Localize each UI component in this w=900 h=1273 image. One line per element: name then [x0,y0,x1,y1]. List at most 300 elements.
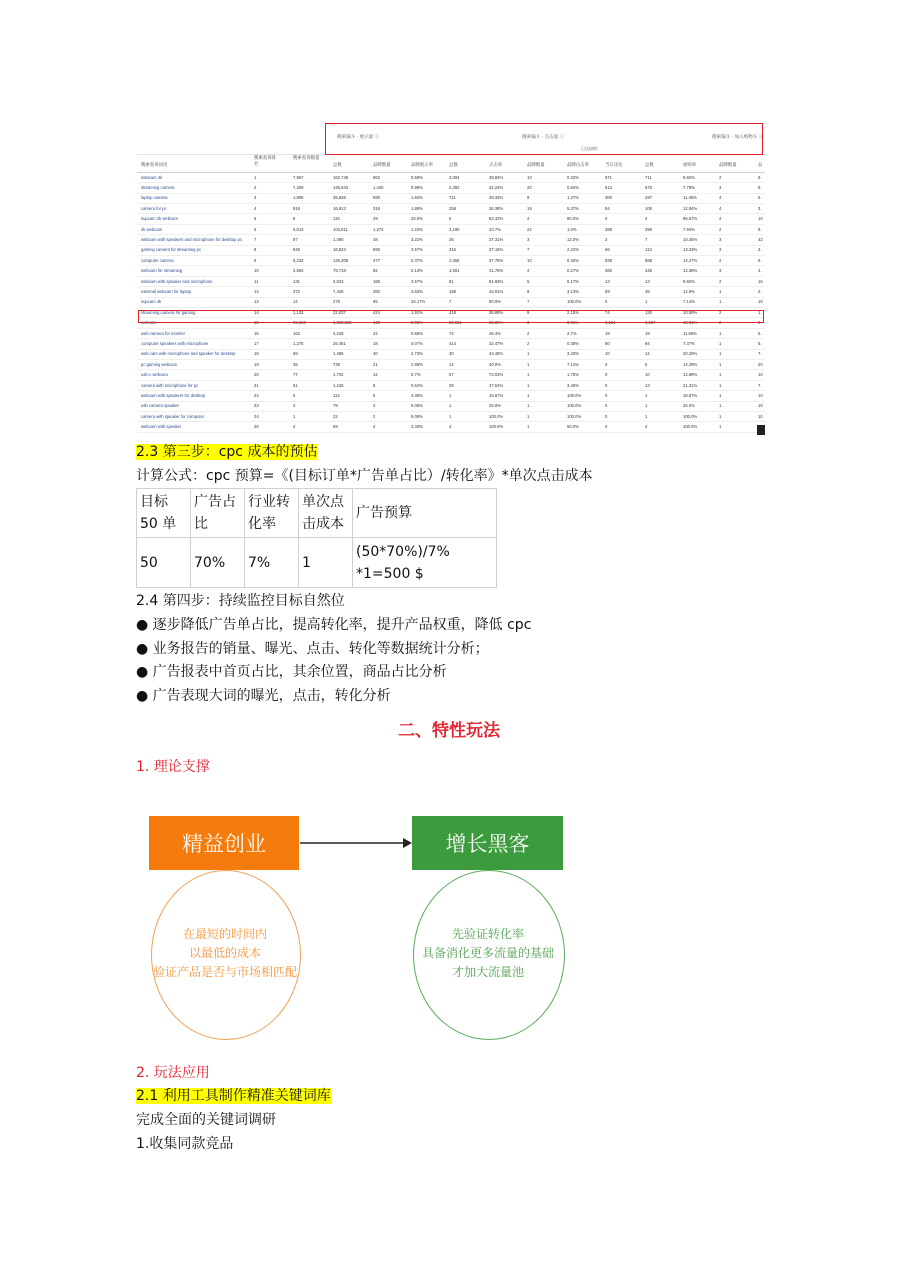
table-cell: 2 [719,309,722,315]
table-cell: 1.75% [567,372,579,378]
table-cell: 34.17% [411,299,426,305]
table-cell: 1 [527,372,530,378]
table-cell: 69 [605,288,610,294]
table-cell: 4 [254,205,257,211]
table-row[interactable] [137,173,765,183]
table-cell: 3,094 [449,174,460,180]
cpc-formula: 计算公式：cpc 预算=《(目标订单*广告单占比）/转化率》*单次点击成本 [136,468,593,484]
header-cart-total[interactable]: 总数 [645,162,654,167]
table-cell: 398 [645,226,652,232]
header-cart-brand[interactable]: 品牌数量 [719,162,737,167]
table-cell: 14 [645,351,650,357]
table-cell: 14 [254,309,259,315]
table-cell: 29 [449,382,454,388]
table-cell: 1,245 [333,382,344,388]
table-row[interactable] [137,235,765,245]
table-cell: 77 [293,372,298,378]
table-cell: 7.94% [683,226,695,232]
table-cell: 7.78% [683,184,695,190]
header-click-brand[interactable]: 品牌数量 [527,162,545,167]
table-cell: 2.22% [567,247,579,253]
table-cell[interactable]: camera with microphone for pc [141,382,199,388]
table-cell: 6 [254,226,257,232]
table-cell: 9.92% [683,278,695,284]
table-cell: 1,440 [373,184,384,190]
table-cell: 1 [719,403,722,409]
table-cell: 1 [719,351,722,357]
table-cell: 1 [719,382,722,388]
table-cell: 0.84% [567,184,579,190]
table-cell: 711 [645,174,652,180]
table-row[interactable] [137,267,765,277]
table-row[interactable] [137,256,765,266]
table-cell: 100.0% [683,413,698,419]
table-cell: 7,967 [293,174,304,180]
table-cell: 5 [449,216,452,222]
header-target-orders: 目标 50 单 [137,489,191,538]
table-row[interactable] [137,423,765,433]
table-cell: 4 [293,403,296,409]
table-cell: 13 [254,299,259,305]
table-cell: 19 [645,330,650,336]
table-cell: 3 [527,236,530,242]
table-cell: 1 [449,392,452,398]
table-cell: 575 [645,184,652,190]
table-cell: 37.79% [489,257,504,263]
table-cell: 3.45% [567,382,579,388]
table-cell: 1.0% [567,226,577,232]
table-row[interactable] [137,360,765,370]
table-row[interactable] [137,339,765,349]
table-cell[interactable]: 4k webcam [141,226,163,232]
table-cell: 1.92% [411,309,423,315]
table-cell: 11.66% [683,330,697,336]
budget-table [136,488,497,588]
table-cell: 2 [293,424,296,430]
table-cell: 14.29% [683,361,698,367]
table-cell: 6.17% [567,278,579,284]
table-row[interactable] [137,204,765,214]
table-cell: 2. [758,247,762,253]
table-cell: 36.89% [489,309,504,315]
table-cell: 22 [527,226,532,232]
table-cell: 3.13% [567,288,579,294]
table-cell[interactable]: webcam 4k [141,174,163,180]
scrollbar-thumb[interactable] [757,425,765,435]
table-cell: 580 [373,195,380,201]
table-cell: 1 [645,299,648,305]
keyword-research-line: 完成全面的关键词调研 [136,1112,276,1128]
table-cell: 2.85% [411,361,423,367]
table-cell: 1 [449,403,452,409]
table-cell: 19 [527,205,532,211]
table-cell: 37.31% [489,236,504,242]
table-cell: 0.42% [567,257,579,263]
table-cell: 4. [758,268,762,274]
header-impr-brand[interactable]: 品牌数量 [373,162,391,167]
table-cell: 131 [293,278,300,284]
table-cell: 2. [758,288,762,294]
table-cell: 7. [758,351,762,357]
table-cell: 22 [373,330,378,336]
arrow-right-icon [299,834,414,852]
table-cell: 1 [645,392,648,398]
table-header [137,154,765,173]
table-cell: 9.09% [411,413,423,419]
table-cell: 0 [605,382,608,388]
table-cell: 0.27% [567,268,579,274]
table-cell: 7,426 [333,288,344,294]
table-cell: 0 [605,216,608,222]
table-cell: 158 [449,288,456,294]
table-cell: 1 [719,340,722,346]
table-cell[interactable]: camera for pc [141,205,167,211]
table-cell: 0.37% [411,257,423,263]
table-cell: 12.38% [683,268,698,274]
table-cell: 2 [373,424,376,430]
table-cell: 7 [645,236,648,242]
table-cell: 0 [605,372,608,378]
table-cell: 0.99% [411,184,423,190]
table-cell: 297 [645,195,652,201]
header-query[interactable]: 搜索查询词语 [141,162,168,167]
header-cart-more[interactable]: 品 [758,162,763,167]
table-cell: 6,507 [645,320,656,326]
table-cell: 3 [719,268,722,274]
header-click-total[interactable]: 总数 [449,162,458,167]
table-cell: 0.03% [411,320,423,326]
table-cell: 1 [645,413,648,419]
table-cell: 48 [373,236,378,242]
table-cell: 57 [449,372,454,378]
table-cell[interactable]: external webcam for laptop [141,288,192,294]
table-cell[interactable]: webcam [141,320,157,326]
table-cell: 1 [527,351,530,357]
table-cell: 5. [758,330,762,336]
table-row[interactable] [137,194,765,204]
table-cell: 5 [254,216,257,222]
table-cell: 3.22% [411,236,423,242]
table-cell: 10 [758,216,763,222]
table-cell: 20 [254,372,259,378]
table-cell: 8 [527,288,530,294]
table-row[interactable] [137,246,765,256]
value-target-orders: 50 [137,538,191,588]
table-cell: 0 [605,392,608,398]
table-row [137,489,497,538]
table-cell: 17 [254,340,259,346]
table-cell: 11 [254,278,259,284]
table-cell[interactable]: webcam with speaker [141,424,182,430]
table-cell: 48 [645,288,650,294]
table-cell[interactable]: supcam 2k webcam [141,216,179,222]
step4-heading: 2.4 第四步：持续监控目标自然位 [136,593,345,609]
table-cell[interactable]: usb-c webcam [141,372,168,378]
table-cell: 1 [449,413,452,419]
table-cell: 11.45% [683,195,697,201]
table-cell: 300 [605,195,612,201]
table-cell: 477 [373,257,380,263]
table-cell: 15 [758,278,763,284]
table-cell[interactable]: web camera for monitor [141,330,185,336]
table-row[interactable] [137,215,765,225]
table-cell: 1,868,528 [333,320,352,326]
table-cell: 163 [293,330,300,336]
table-cell: 0.7% [411,372,421,378]
header-click-share[interactable]: 品牌点击率 [567,162,589,167]
header-impr-share[interactable]: 品牌展示率 [411,162,433,167]
header-volume[interactable]: 搜索查询数量 [293,155,320,160]
table-cell: 2.73% [411,351,423,357]
table-cell: 5.37% [567,205,579,211]
table-cell: 4 [645,216,648,222]
table-cell: 7 [527,247,530,253]
table-cell: 3 [719,184,722,190]
growth-hacker-box: 增长黑客 [412,816,563,870]
table-cell: 106 [645,205,652,211]
table-cell: 4 [719,195,722,201]
table-cell: 1,133 [293,309,304,315]
value-ad-share: 70% [191,538,245,588]
table-cell: 275 [333,299,340,305]
table-cell: 12.84% [683,205,698,211]
table-cell[interactable]: webcam with speaker and microphone [141,278,213,284]
table-cell: 95 [373,299,378,305]
table-cell: 1 [719,330,722,336]
table-cell[interactable]: webcam with speakers for desktop [141,392,206,398]
table-cell: 3,249 [333,330,344,336]
table-row[interactable] [137,381,765,391]
table-cell: 1,808 [293,195,304,201]
table-cell: 26,461 [333,340,346,346]
step3-heading: 2.3 第三步：cpc 成本的预估 [136,444,318,460]
table-cell: 18 [254,351,259,357]
table-cell[interactable]: computer speakers with microphone [141,340,209,346]
table-cell: 25.0% [683,403,695,409]
table-cell: 0.07% [411,340,423,346]
table-cell: 83.33% [489,216,504,222]
table-cell: 10.45% [683,236,698,242]
table-cell: 3. [758,205,762,211]
header-cpc: 单次点击成本 [299,489,353,538]
table-cell: 2 [719,320,722,326]
table-cell: 84 [605,205,610,211]
table-cell: 0.64% [411,382,423,388]
table-cell[interactable]: pc gaming webcam [141,361,178,367]
table-cell: 736 [333,361,340,367]
table-row[interactable] [137,391,765,401]
table-cell: 8 [254,247,257,253]
table-cell: 10.91% [683,320,698,326]
table-cell: 7 [527,299,530,305]
table-cell: 16,913 [333,205,346,211]
table-cell: 258 [449,205,456,211]
table-cell: 14 [449,361,454,367]
table-cell: 16.67% [489,392,504,398]
table-cell: 80.0% [567,216,579,222]
table-cell: 6 [293,392,296,398]
table-row[interactable] [137,402,765,412]
table-cell: 30 [449,351,454,357]
table-cell: 162,746 [333,174,349,180]
table-cell: 14.27% [683,257,698,263]
table-cell: 1 [527,392,530,398]
table-cell: 0 [605,299,608,305]
table-row[interactable] [137,277,765,287]
table-cell: 3.57% [411,247,423,253]
table-cell: 10 [527,174,532,180]
table-row[interactable] [137,225,765,235]
table-cell: 36.89% [489,320,504,326]
table-cell: 0.01% [567,320,579,326]
table-cell: 3.33% [567,351,579,357]
table-cell: 1,274 [373,226,384,232]
table-cell: 2 [527,340,530,346]
table-row[interactable] [137,298,765,308]
table-cell: 4 [527,216,530,222]
table-cell: 3.33% [411,424,423,430]
table-cell: 69 [333,424,338,430]
header-impr-total[interactable]: 总数 [333,162,342,167]
table-cell: 4 [605,361,608,367]
table-cell: 90 [605,340,610,346]
section-title: 二、特性玩法 [398,721,500,741]
step4-bullet-3: ● 广告报表中首页占比，其余位置，商品占比分析 [136,664,447,680]
table-cell: 888 [645,257,652,263]
table-cell: 360 [605,268,612,274]
table-cell: 2.7% [567,330,577,336]
collect-competitors-line: 1.收集同款竞品 [136,1136,234,1152]
table-cell: 5.06% [411,403,423,409]
table-cell: 372 [293,288,300,294]
table-cell[interactable]: webcam for streaming [141,268,183,274]
table-cell: 3 [719,247,722,253]
table-cell: 1,275 [293,340,304,346]
table-cell: 5. [758,340,762,346]
table-cell: 21 [254,382,259,388]
table-cell: 79 [333,403,338,409]
table-cell: 100.0% [567,299,582,305]
table-cell: 6,232 [293,257,304,263]
step4-bullet-1: ● 逐步降低广告单占比，提高转化率，提升产品权重，降低 cpc [136,617,532,633]
table-cell: 2 [373,413,376,419]
table-cell: 1,466 [333,351,344,357]
table-cell: 20 [758,361,763,367]
table-cell: 47.54% [489,382,504,388]
table-cell: 3 [527,320,530,326]
table-cell: 100.0% [567,392,582,398]
table-cell: 25.0% [411,216,423,222]
table-cell: 4 [719,216,722,222]
table-row[interactable] [137,329,765,339]
table-cell: 0.48% [567,340,579,346]
step21-heading: 2.1 利用工具制作精准关键词库 [136,1088,331,1104]
table-cell[interactable]: streaming camera for gaming [141,309,196,315]
table-cell: 2 [719,278,722,284]
table-cell: 12.99% [683,372,698,378]
table-cell: 79,718 [333,268,346,274]
table-cell[interactable]: laptop camera [141,195,168,201]
table-row[interactable] [137,412,765,422]
table-cell[interactable]: camera with speaker for computer [141,413,205,419]
header-cart-rate[interactable]: 加购率 [683,162,697,167]
table-cell: 1 [293,413,296,419]
table-cell: 839 [605,257,612,263]
subsection-application: 2. 玩法应用 [136,1065,210,1081]
table-cell: 20.29% [683,351,698,357]
table-row[interactable] [137,287,765,297]
table-cell: 7.37% [683,340,695,346]
table-cell[interactable]: gaming camera for streaming pc [141,247,202,253]
header-ctr[interactable]: 点击率 [489,162,503,167]
table-cell: 1.88% [411,205,423,211]
value-cpc: 1 [299,538,353,588]
table-cell: 0. [758,320,762,326]
table-cell: 61 [293,382,298,388]
table-cell: 81 [449,278,454,284]
table-cell: 414 [449,340,456,346]
table-row[interactable] [137,350,765,360]
table-cell: 13 [605,278,610,284]
header-rank[interactable]: 搜索查询排名 [254,155,276,166]
table-cell: 9. [758,226,762,232]
table-cell[interactable]: webcam with speakers and microphone for desktop pc [141,236,243,242]
header-ad-share: 广告占比 [191,489,245,538]
search-term-report-screenshot [137,112,765,435]
table-cell: 50.0% [489,299,501,305]
table-cell: 3.63% [411,288,423,294]
table-cell: 445 [645,268,652,274]
table-cell[interactable]: web cam with microphone and speaker for desktop [141,351,236,357]
table-cell: 282 [373,288,380,294]
table-cell: 840 [293,247,300,253]
table-cell[interactable]: computer camera [141,257,174,263]
table-cell: 7,309 [293,184,304,190]
table-cell: 2 [254,184,257,190]
table-cell: 16,623 [333,247,346,253]
header-same-day[interactable]: 当日送达 [605,162,623,167]
table-row[interactable] [137,183,765,193]
table-cell[interactable]: streaming camera [141,184,175,190]
table-cell: 13 [645,382,650,388]
table-cell: 0 [605,413,608,419]
table-cell: 12.9% [683,288,695,294]
table-cell: 12 [373,372,378,378]
table-cell: 43.01% [489,288,504,294]
table-cell: 14 [293,299,298,305]
table-cell: 1 [527,361,530,367]
table-cell[interactable]: usb camera speaker [141,403,179,409]
group-clicks: 搜索漏斗 - 点击量 ⓘ [522,134,565,139]
table-cell: 2 [719,174,722,180]
table-cell: 1.62% [411,195,423,201]
group-impressions: 搜索漏斗 - 展示量 ⓘ [337,134,380,139]
table-cell: 10 [758,299,763,305]
table-cell: 5 [373,392,376,398]
subsection-theory: 1. 理论支撑 [136,759,210,775]
table-cell: 10 [758,392,763,398]
table-cell: 2 [449,424,452,430]
table-cell: 0.32% [567,174,579,180]
table-cell[interactable]: supcam 4k [141,299,162,305]
table-cell: 2 [527,330,530,336]
table-row[interactable] [137,371,765,381]
value-conversion-rate: 7% [245,538,299,588]
table-cell: 5,012 [293,226,304,232]
table-cell: 100.0% [567,403,582,409]
table-cell: 29 [373,216,378,222]
table-cell: 2,392 [449,184,460,190]
